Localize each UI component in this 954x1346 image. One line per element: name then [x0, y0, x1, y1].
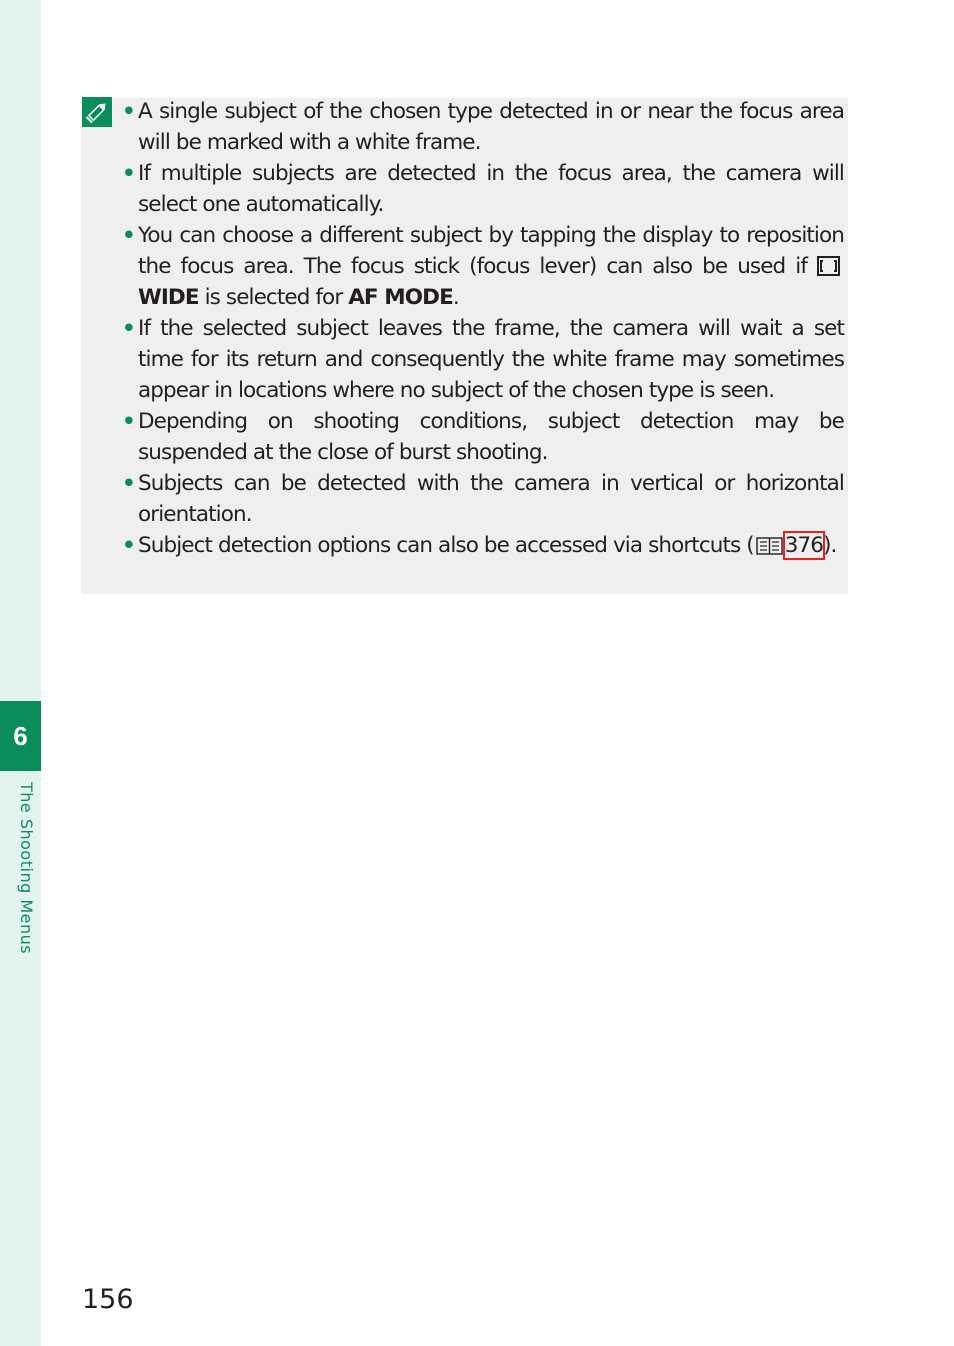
note-text: Subject detection options can also be accessed via shortcuts (: [138, 533, 754, 558]
list-item: [120, 406, 844, 468]
chapter-title: The Shooting Menus: [17, 782, 36, 955]
note-text: Depending on shooting conditions, subject detection may be suspended at the close of burst shooting.: [138, 409, 844, 465]
note-text: is selected for: [198, 285, 349, 310]
note-text: Subjects can be detected with the camera in vertical or horizontal orientation.: [138, 471, 844, 527]
bullet: •: [122, 533, 135, 558]
notes-list: [120, 96, 844, 561]
bullet: •: [122, 409, 135, 434]
bullet: •: [122, 161, 135, 186]
bullet: •: [122, 223, 135, 248]
list-item: [120, 220, 844, 313]
note-text: .: [452, 285, 459, 310]
note-text: If the selected subject leaves the frame, the camera will wait a set time for its return and consequently the white frame may sometimes appear in locations where no subject of the chosen type is seen.: [138, 316, 844, 403]
page-reference-link[interactable]: 376: [784, 533, 824, 558]
list-item: [120, 313, 844, 406]
bullet: •: [122, 471, 135, 496]
note-text: ).: [823, 533, 837, 558]
note-text: You can choose a different subject by tapping the display to reposition the focus area. The focus stick (focus lever) can also be used if: [138, 223, 844, 279]
bullet: •: [122, 99, 135, 124]
pencil-note-icon: [82, 97, 112, 127]
note-text: If multiple subjects are detected in the focus area, the camera will select one automatically.: [138, 161, 844, 217]
bullet: •: [122, 316, 135, 341]
list-item: [120, 158, 844, 220]
book-icon: [756, 537, 783, 555]
note-text: A single subject of the chosen type detected in or near the focus area will be marked with a white frame.: [138, 99, 844, 155]
setting-label: AF MODE: [348, 285, 453, 310]
mode-label: WIDE: [138, 285, 199, 310]
side-strip: [0, 0, 41, 1346]
wide-tracking-icon: [817, 256, 840, 276]
list-item: [120, 96, 844, 158]
list-item: [120, 530, 844, 561]
chapter-number: 6: [13, 720, 28, 751]
chapter-tab: [0, 701, 41, 771]
list-item: [120, 468, 844, 530]
page-number: 156: [82, 1284, 134, 1315]
